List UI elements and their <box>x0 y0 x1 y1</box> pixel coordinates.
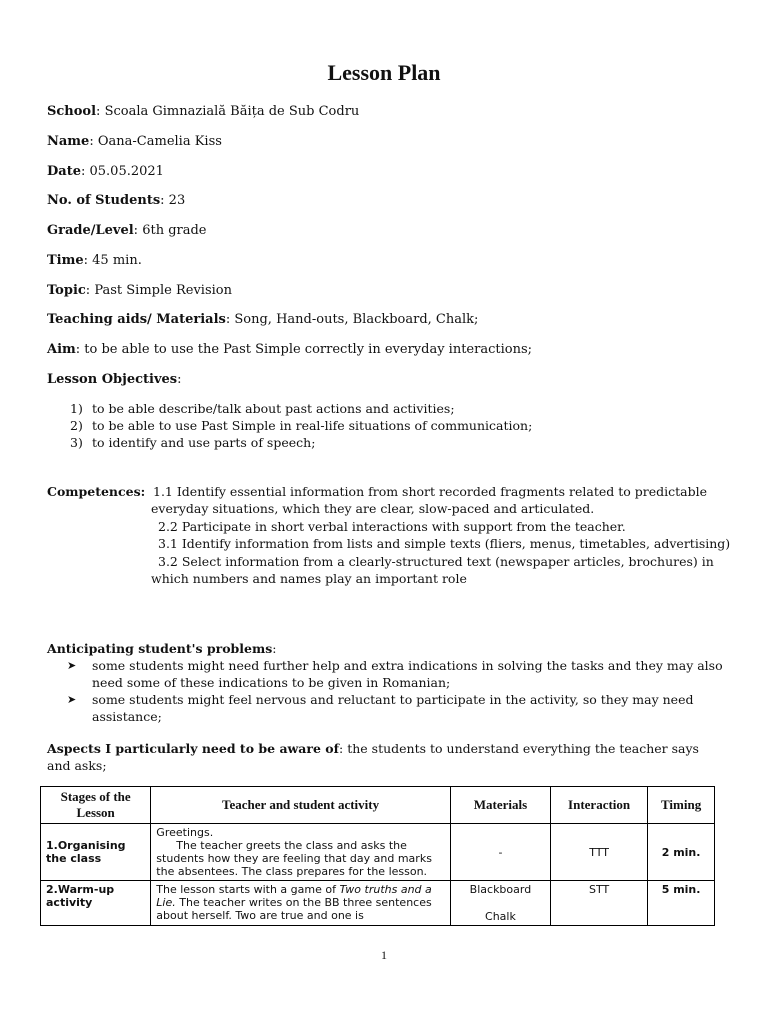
materials-field: Teaching aids/ Materials: Song, Hand-outs, Blackboard, Chalk; <box>47 312 479 327</box>
field-label: Time <box>47 253 84 268</box>
field-label: Name <box>47 134 90 149</box>
field-value: to be able to use the Past Simple correctly in everyday interactions; <box>80 342 532 357</box>
arrow-bullet-icon: ➤ <box>67 693 77 706</box>
interaction-cell: TTT <box>551 824 648 881</box>
activity-cell <box>151 881 451 926</box>
competences-label: Competences: <box>47 484 146 499</box>
field-value: 23 <box>164 193 186 208</box>
field-label: School <box>47 104 97 119</box>
field-label: Date <box>47 164 81 179</box>
materials-cell <box>450 881 550 926</box>
materials-cell: - <box>450 824 550 881</box>
field-value: Scoala Gimnazială Băița de Sub Codru <box>100 104 360 119</box>
competence-line: 1.1 Identify essential information from short recorded fragments related to predictable <box>153 484 708 499</box>
list-number: 2) <box>70 418 83 433</box>
field-value: 6th grade <box>138 223 207 238</box>
objectives-heading: Lesson Objectives: <box>47 372 182 387</box>
field-value: 05.05.2021 <box>85 164 164 179</box>
aim-field: Aim: to be able to use the Past Simple correctly in everyday interactions; <box>47 342 532 357</box>
activity-text: The lesson starts with a game of <box>156 883 340 896</box>
list-item <box>70 400 532 417</box>
activity-text: The teacher writes on the BB three sentences about herself. Two are true and one is <box>156 896 432 922</box>
time-field: Time: 45 min. <box>47 253 142 268</box>
arrow-bullet-icon: ➤ <box>67 659 77 672</box>
game-name: Two truths and a Lie. <box>156 883 432 909</box>
column-header: Teacher and student activity <box>151 787 451 824</box>
school-field: School: Scoala Gimnazială Băița de Sub Codru <box>47 104 360 119</box>
field-label: Teaching aids/ Materials <box>47 312 226 327</box>
list-item <box>70 434 532 451</box>
field-value: Song, Hand-outs, Blackboard, Chalk; <box>230 312 479 327</box>
date-field: Date: 05.05.2021 <box>47 164 164 179</box>
list-text: some students might feel nervous and reluctant to participate in the activity, so they may need assistance; <box>92 692 694 724</box>
activity-title: Greetings. <box>156 826 214 839</box>
name-field: Name: Oana-Camelia Kiss <box>47 134 222 149</box>
topic-field: Topic: Past Simple Revision <box>47 283 232 298</box>
activity-text: The teacher greets the class and asks the students how they are feeling that day and marks the absentees. The class prepares for the lesson. <box>156 839 432 878</box>
interaction-cell: STT <box>551 881 648 926</box>
field-value: 45 min. <box>88 253 142 268</box>
problems-section: Anticipating student's problems: ➤ some students might need further help and extra indications in solving the tasks and they may also need some of these indications to be given in Romanian; ➤ some students might feel nervous and reluctant to participate in the activity, so they may need assistance; <box>47 640 727 725</box>
students-field: No. of Students: 23 <box>47 193 186 208</box>
field-label: No. of Students <box>47 193 161 208</box>
field-label: Topic <box>47 283 86 298</box>
table-row <box>41 881 715 926</box>
column-header: Interaction <box>551 787 648 824</box>
competence-line: 3.1 Identify information from lists and simple texts (fliers, menus, timetables, advertising) <box>158 536 731 551</box>
stage-cell: 2.Warm-up activity <box>41 881 151 926</box>
objectives-list <box>70 400 532 451</box>
table-header-row <box>41 787 715 824</box>
grade-field: Grade/Level: 6th grade <box>47 223 207 238</box>
competence-line: which numbers and names play an important role <box>151 571 467 586</box>
material-item: Blackboard <box>469 883 532 896</box>
aspects-label: Aspects I particularly need to be aware of <box>47 741 340 756</box>
list-text: some students might need further help and extra indications in solving the tasks and they may also need some of these indications to be given in Romanian; <box>92 658 723 690</box>
field-label: Grade/Level <box>47 223 134 238</box>
list-item <box>67 657 727 691</box>
field-value: Past Simple Revision <box>90 283 232 298</box>
material-item: Chalk <box>485 910 516 923</box>
lesson-table <box>40 786 715 926</box>
problems-label: Anticipating student's problems <box>47 641 273 656</box>
list-item <box>70 417 532 434</box>
list-text: to be able describe/talk about past actions and activities; <box>92 401 455 416</box>
list-number: 3) <box>70 435 83 450</box>
competence-line: 2.2 Participate in short verbal interactions with support from the teacher. <box>158 519 626 534</box>
objectives-label: Lesson Objectives <box>47 372 178 387</box>
list-text: to identify and use parts of speech; <box>92 435 316 450</box>
list-text: to be able to use Past Simple in real-life situations of communication; <box>92 418 533 433</box>
stage-cell: 1.Organising the class <box>41 824 151 881</box>
competence-line: everyday situations, which they are clear, slow-paced and articulated. <box>151 501 595 516</box>
timing-cell: 5 min. <box>648 881 715 926</box>
column-header: Stages of the Lesson <box>41 787 151 824</box>
table-row <box>41 824 715 881</box>
column-header: Timing <box>648 787 715 824</box>
activity-cell <box>151 824 451 881</box>
timing-cell: 2 min. <box>648 824 715 881</box>
field-label: Aim <box>47 342 76 357</box>
competence-line: 3.2 Select information from a clearly-structured text (newspaper articles, brochures) in <box>158 554 714 569</box>
aspects-text: the students to understand everything the teacher says and asks; <box>47 741 699 773</box>
column-header: Materials <box>450 787 550 824</box>
list-number: 1) <box>70 401 83 416</box>
page-number: 1 <box>381 948 387 962</box>
document-title: Lesson Plan <box>327 60 441 85</box>
field-value: Oana-Camelia Kiss <box>93 134 222 149</box>
aspects-section: Aspects I particularly need to be aware of: the students to understand everything the teacher says and asks; <box>47 741 699 773</box>
list-item <box>67 691 727 725</box>
